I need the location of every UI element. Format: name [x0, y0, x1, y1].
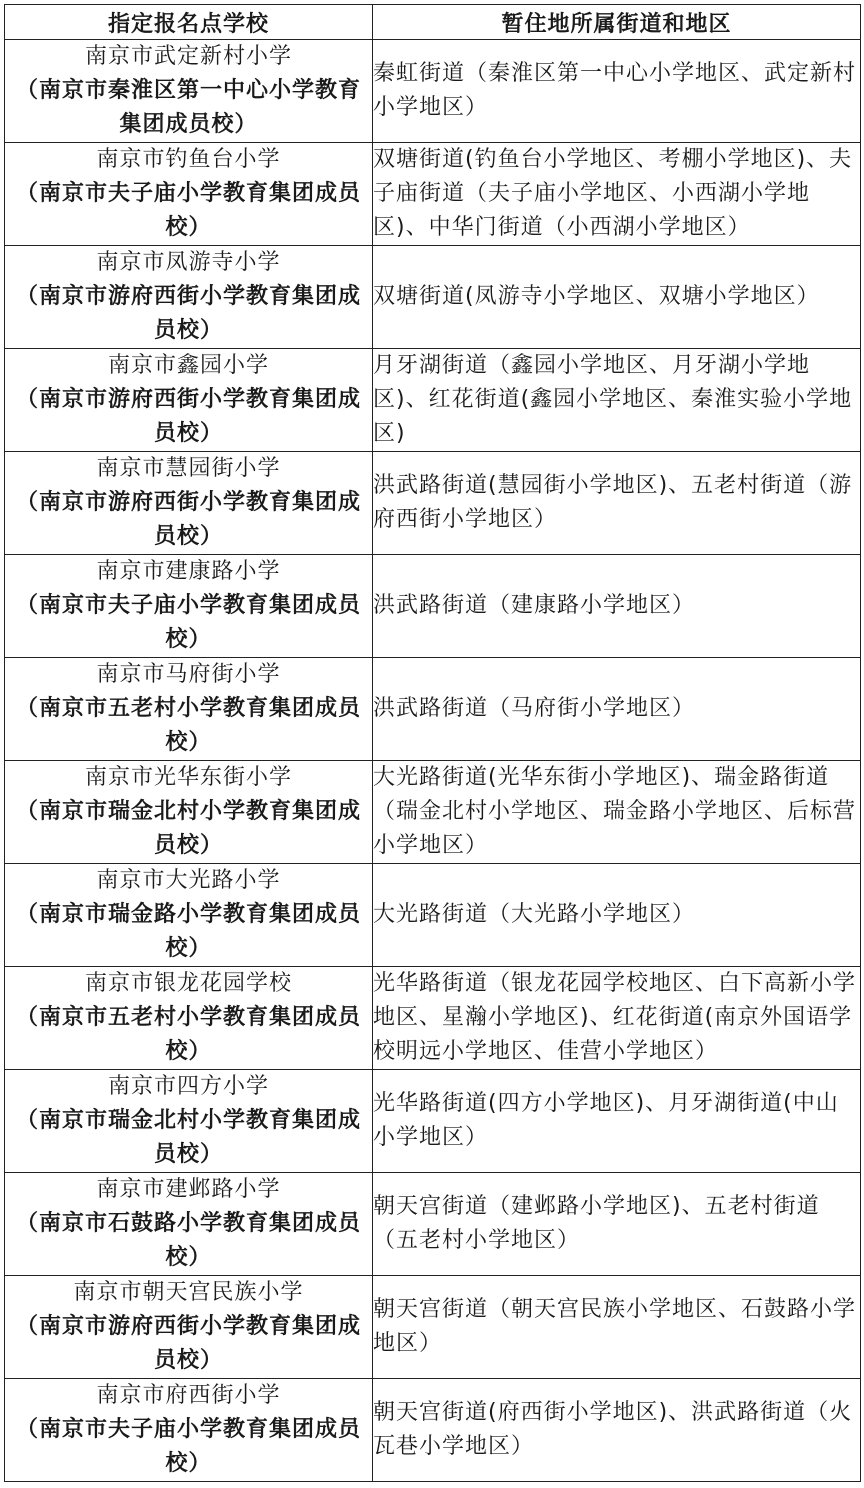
table-row [5, 967, 861, 1070]
table-row [5, 1276, 861, 1379]
school-name: 南京市府西街小学 [96, 1383, 281, 1408]
school-cell [5, 1276, 373, 1379]
table-header [5, 5, 861, 40]
school-group: （南京市瑞金北村小学教育集团成员校） [15, 1108, 361, 1167]
school-cell [5, 1173, 373, 1276]
table-row [5, 864, 861, 967]
area-cell: 月牙湖街道（鑫园小学地区、月牙湖小学地区)、红花街道(鑫园小学地区、秦淮实验小学地区) [373, 349, 861, 452]
table-row [5, 349, 861, 452]
table-row [5, 1070, 861, 1173]
school-name: 南京市建康路小学 [96, 559, 281, 584]
school-group: （南京市夫子庙小学教育集团成员校） [15, 1417, 361, 1476]
school-name: 南京市建邺路小学 [96, 1177, 281, 1202]
school-group: （南京市瑞金路小学教育集团成员校） [15, 902, 361, 961]
school-name: 南京市凤游寺小学 [96, 250, 281, 275]
area-cell: 双塘街道(凤游寺小学地区、双塘小学地区） [373, 246, 861, 349]
header-row [5, 5, 861, 40]
school-name: 南京市鑫园小学 [107, 353, 269, 378]
school-group: （南京市游府西街小学教育集团成员校） [15, 490, 361, 549]
school-cell [5, 967, 373, 1070]
table-row [5, 658, 861, 761]
school-name: 南京市钓鱼台小学 [96, 147, 281, 172]
school-cell [5, 1379, 373, 1482]
header-area: 暂住地所属街道和地区 [373, 5, 861, 40]
school-name: 南京市武定新村小学 [84, 44, 292, 69]
table-row [5, 452, 861, 555]
school-name: 南京市银龙花园学校 [84, 971, 292, 996]
school-name: 南京市大光路小学 [96, 868, 281, 893]
school-cell [5, 246, 373, 349]
area-cell: 大光路街道(光华东街小学地区)、瑞金路街道（瑞金北村小学地区、瑞金路小学地区、后标营小学地区） [373, 761, 861, 864]
area-cell: 光华路街道（银龙花园学校地区、白下高新小学地区、星瀚小学地区)、红花街道(南京外国语学校明远小学地区、佳营小学地区） [373, 967, 861, 1070]
table-row [5, 555, 861, 658]
school-cell [5, 761, 373, 864]
school-group: （南京市游府西街小学教育集团成员校） [15, 1314, 361, 1373]
school-name: 南京市马府街小学 [96, 662, 281, 687]
area-cell: 秦虹街道（秦淮区第一中心小学地区、武定新村小学地区） [373, 40, 861, 143]
area-cell: 朝天宫街道（朝天宫民族小学地区、石鼓路小学地区） [373, 1276, 861, 1379]
school-cell [5, 143, 373, 246]
table-row [5, 143, 861, 246]
area-cell: 洪武路街道（建康路小学地区） [373, 555, 861, 658]
school-group: （南京市游府西街小学教育集团成员校） [15, 284, 361, 343]
table-row [5, 761, 861, 864]
area-cell: 朝天宫街道（建邺路小学地区)、五老村街道（五老村小学地区） [373, 1173, 861, 1276]
school-cell [5, 40, 373, 143]
area-cell: 双塘街道(钓鱼台小学地区、考棚小学地区)、夫子庙街道（夫子庙小学地区、小西湖小学地区)、中华门街道（小西湖小学地区） [373, 143, 861, 246]
table-row [5, 1379, 861, 1482]
school-cell [5, 349, 373, 452]
school-name: 南京市四方小学 [107, 1074, 269, 1099]
table-row [5, 246, 861, 349]
school-cell [5, 555, 373, 658]
school-name: 南京市光华东街小学 [84, 765, 292, 790]
table-row [5, 1173, 861, 1276]
school-cell [5, 452, 373, 555]
school-group: （南京市秦淮区第一中心小学教育集团成员校） [15, 78, 361, 137]
school-group: （南京市五老村小学教育集团成员校） [15, 1005, 361, 1064]
school-cell [5, 864, 373, 967]
school-name: 南京市慧园街小学 [96, 456, 281, 481]
school-cell [5, 658, 373, 761]
school-group: （南京市石鼓路小学教育集团成员校） [15, 1211, 361, 1270]
school-group: （南京市夫子庙小学教育集团成员校） [15, 181, 361, 240]
school-cell [5, 1070, 373, 1173]
area-cell: 朝天宫街道(府西街小学地区)、洪武路街道（火瓦巷小学地区） [373, 1379, 861, 1482]
table-body [5, 40, 861, 1482]
area-cell: 洪武路街道(慧园街小学地区)、五老村街道（游府西街小学地区） [373, 452, 861, 555]
area-cell: 洪武路街道（马府街小学地区） [373, 658, 861, 761]
school-group: （南京市瑞金北村小学教育集团成员校） [15, 799, 361, 858]
school-area-table [4, 4, 861, 1482]
area-cell: 光华路街道(四方小学地区)、月牙湖街道(中山小学地区） [373, 1070, 861, 1173]
table-row [5, 40, 861, 143]
school-name: 南京市朝天宫民族小学 [73, 1280, 304, 1305]
area-cell: 大光路街道（大光路小学地区） [373, 864, 861, 967]
school-group: （南京市夫子庙小学教育集团成员校） [15, 593, 361, 652]
school-group: （南京市游府西街小学教育集团成员校） [15, 387, 361, 446]
school-group: （南京市五老村小学教育集团成员校） [15, 696, 361, 755]
header-school: 指定报名点学校 [5, 5, 373, 40]
